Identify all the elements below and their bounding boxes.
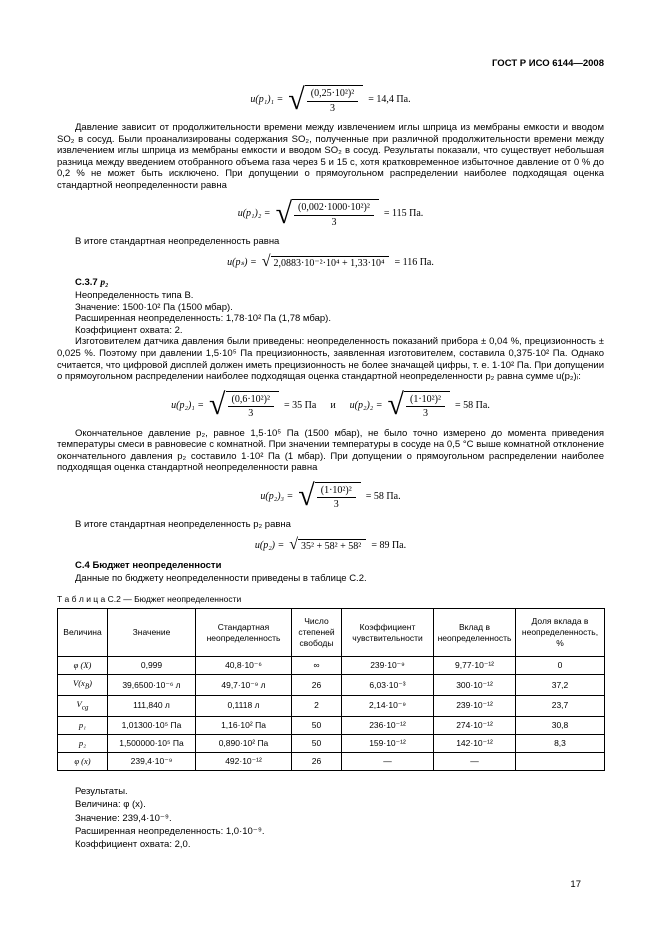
- fraction-numerator: (0,6·10²)²: [228, 394, 275, 408]
- fraction-denominator: 3: [330, 102, 336, 114]
- value-cell: 239·10⁻⁹: [342, 657, 434, 675]
- formula-u-p2-3: [57, 479, 604, 513]
- value-cell: 39,6500·10⁻⁶ л: [108, 675, 196, 696]
- results-value: Значение: 239,4·10⁻⁹.: [75, 812, 172, 824]
- radicand: 35² + 58² + 58²: [298, 539, 366, 552]
- uncertainty-type-line: Неопределенность типа В.: [75, 290, 194, 302]
- page-number: 17: [570, 879, 581, 890]
- section-heading-c37: [57, 277, 604, 288]
- value-cell: 142·10⁻¹²: [434, 734, 516, 752]
- radicand: 2,0883·10⁻²·10⁴ + 1,33·10⁴: [271, 256, 390, 269]
- formula-u-p2-1: [171, 388, 317, 422]
- value-cell: —: [342, 753, 434, 771]
- formula-lhs: u(p₂)₂ =: [349, 399, 383, 411]
- quantity-cell: $V_{cg}$: [58, 696, 108, 717]
- value-cell: ∞: [292, 657, 342, 675]
- formula-u-p2-total: [57, 535, 604, 553]
- section-variable: p₂: [100, 278, 109, 289]
- radical-icon: √: [289, 535, 299, 553]
- sqrt-radical: [209, 388, 279, 422]
- results-expanded-uncertainty: Расширенная неопределенность: 1,0·10⁻⁹.: [75, 825, 265, 837]
- value-cell: 0,890·10² Па: [196, 734, 292, 752]
- formula-result: = 89 Па.: [371, 539, 407, 551]
- radical-icon: √: [261, 253, 271, 271]
- value-cell: 50: [292, 716, 342, 734]
- value-cell: —: [434, 753, 516, 771]
- section-title: Бюджет неопределенности: [92, 559, 222, 571]
- fraction: [294, 202, 374, 228]
- formula-lhs: u(p₂)₃ =: [260, 490, 294, 502]
- formula-lhs: u(pₛ) =: [227, 257, 257, 269]
- fraction: [228, 394, 275, 420]
- value-cell: 40,8·10⁻⁶: [196, 657, 292, 675]
- formula-u-p1-2: [57, 196, 604, 230]
- table-row: [58, 734, 605, 752]
- value-line: Значение: 1500·10² Па (1500 мбар).: [75, 301, 233, 313]
- paragraph-final-pressure: Окончательное давление p₂, равное 1,5·10⁵ Па (1500 мбар), не было точно измерено до момента приведения температуры смеси в равновесие с комнатной. При значении температуры в сосуде на 0,5 °С выше комнатной отклонение окончательного давления p₂ составило 1·10² Па (1 мбар). При допущении о прямоугольном распределении наиболее подходящая оценка стандартной неопределенности равна: [57, 427, 604, 474]
- value-cell: 236·10⁻¹²: [342, 716, 434, 734]
- paragraph-pressure-dependence: Давление зависит от продолжительности времени между извлечением иглы шприца из мембраны емкости и вводом SO₂ в сосуд. Были проанализированы содержания SO₂, полученные при различной продолжительности времени между извлечением иглы шприца из мембраны емкости и вводом SO₂ в сосуд. Результаты показали, что существует небольшая разница между введением отобранного объема газа через 5 и 15 с, хотя кратковременное избыточное давление от 0 % до 0,2 % не может быть исключено. При допущении о прямоугольном распределении наиболее подходящая оценка стандартной неопределенности равна: [57, 122, 604, 191]
- section-number: С.4: [75, 559, 90, 571]
- quantity-cell: p₁: [58, 716, 108, 734]
- results-title: Результаты.: [75, 786, 128, 798]
- fraction-denominator: 3: [333, 499, 339, 511]
- column-header-share: Доля вклада в неопределенность, %: [516, 609, 605, 657]
- value-cell: 0,1118 л: [196, 696, 292, 717]
- table-row: [58, 716, 605, 734]
- results-coverage-factor: Коэффициент охвата: 2,0.: [75, 839, 191, 851]
- column-header-contribution: Вклад в неопределенность: [434, 609, 516, 657]
- value-cell: 1,01300·10⁵ Па: [108, 716, 196, 734]
- value-cell: 239,4·10⁻⁹: [108, 753, 196, 771]
- value-cell: 49,7·10⁻⁹ л: [196, 675, 292, 696]
- column-header-sensitivity: Коэффициент чувствительности: [342, 609, 434, 657]
- fraction-denominator: 3: [423, 408, 429, 420]
- paragraph-budget-intro: Данные по бюджету неопределенности приведены в таблице С.2.: [75, 572, 367, 584]
- uncertainty-budget-table: [57, 608, 605, 771]
- value-cell: 492·10⁻¹²: [196, 753, 292, 771]
- expanded-uncertainty-line: Расширенная неопределенность: 1,78·10² Па (1,78 мбар).: [75, 313, 331, 325]
- results-block: [57, 785, 604, 851]
- value-cell: [516, 753, 605, 771]
- section-number: С.3.7: [75, 277, 98, 289]
- value-cell: 0: [516, 657, 605, 675]
- value-cell: 0,999: [108, 657, 196, 675]
- fraction-numerator: (1·10²)²: [406, 394, 445, 408]
- value-cell: 274·10⁻¹²: [434, 716, 516, 734]
- table-header: [58, 609, 605, 657]
- value-cell: 8,3: [516, 734, 605, 752]
- value-cell: 1,16·10² Па: [196, 716, 292, 734]
- fraction: [406, 394, 445, 420]
- formula-result: = 58 Па.: [365, 490, 401, 502]
- value-cell: 9,77·10⁻¹²: [434, 657, 516, 675]
- value-cell: 50: [292, 734, 342, 752]
- value-cell: 2,14·10⁻⁹: [342, 696, 434, 717]
- value-cell: 37,2: [516, 675, 605, 696]
- formula-pair-u-p2: [57, 388, 604, 422]
- value-cell: 23,7: [516, 696, 605, 717]
- table-row: [58, 657, 605, 675]
- formula-lhs: u(p₂)₁ =: [171, 399, 205, 411]
- formula-u-p2-2: [349, 388, 490, 422]
- formula-result: = 115 Па.: [383, 208, 424, 220]
- section-heading-c4: [57, 560, 604, 571]
- sqrt-radical: [275, 196, 379, 230]
- column-header-quantity: Величина: [58, 609, 108, 657]
- formula-result: = 35 Па: [284, 399, 317, 411]
- value-cell: 2: [292, 696, 342, 717]
- column-header-dof: Число степеней свободы: [292, 609, 342, 657]
- table-caption: Т а б л и ц а С.2 — Бюджет неопределенности: [57, 594, 242, 605]
- formula-result: = 58 Па.: [455, 399, 490, 411]
- quantity-cell: $V(x_B)$: [58, 675, 108, 696]
- fraction-denominator: 3: [331, 216, 337, 228]
- radical-icon: √: [298, 479, 315, 513]
- sqrt-radical: [289, 535, 366, 553]
- fraction-numerator: (0,002·1000·10²)²: [294, 202, 374, 216]
- uncertainty-table-body: [58, 657, 605, 771]
- paragraph-manufacturer-data: Изготовителем датчика давления были приведены: неопределенность показаний прибора ± 0,04 %, прецизионность ± 0,025 %. Поэтому при давлении 1,5·10⁵ Па прецизионность, заявленная изготовителем, составила 0,375·10² Па. Однако считается, что цифровой дисплей должен иметь прецизионность не более значащей цифры, т. е. 1·10² Па. При допущении о прямоугольном распределении наиболее подходящая оценка стандартной неопределенности p₂ равна сумме u(p₂)ᵢ:: [57, 336, 604, 383]
- quantity-cell: φ (x): [58, 753, 108, 771]
- value-cell: 26: [292, 753, 342, 771]
- paragraph-total-p2-intro: В итоге стандартная неопределенность p₂ равна: [75, 518, 291, 530]
- value-cell: 26: [292, 675, 342, 696]
- doc-code: ГОСТ Р ИСО 6144—2008: [492, 58, 604, 69]
- sqrt-radical: [261, 253, 390, 271]
- quantity-cell: φ (X): [58, 657, 108, 675]
- table-row: [58, 696, 605, 717]
- formula-result: = 14,4 Па.: [368, 94, 411, 105]
- paragraph-total-uncertainty-intro: В итоге стандартная неопределенность равна: [75, 236, 280, 248]
- value-cell: 111,840 л: [108, 696, 196, 717]
- formula-u-p1-1: [57, 82, 604, 116]
- sqrt-radical: [298, 479, 360, 513]
- value-cell: 6,03·10⁻³: [342, 675, 434, 696]
- column-header-value: Значение: [108, 609, 196, 657]
- value-cell: 1,500000·10⁵ Па: [108, 734, 196, 752]
- value-cell: 159·10⁻¹²: [342, 734, 434, 752]
- column-header-std-uncertainty: Стандартная неопределенность: [196, 609, 292, 657]
- value-cell: 30,8: [516, 716, 605, 734]
- formula-result: = 116 Па.: [394, 257, 434, 269]
- radical-icon: √: [275, 196, 293, 230]
- formula-lhs: u(p₁)₂ =: [237, 208, 271, 220]
- radical-icon: √: [209, 388, 226, 422]
- sqrt-radical: [288, 82, 363, 116]
- radical-icon: √: [387, 388, 405, 422]
- quantity-cell: p₂: [58, 734, 108, 752]
- table-row: [58, 753, 605, 771]
- table-row: [58, 675, 605, 696]
- fraction-numerator: (0,25·10²)²: [307, 88, 359, 102]
- value-cell: 239·10⁻¹²: [434, 696, 516, 717]
- sqrt-radical: [387, 388, 450, 422]
- fraction: [307, 88, 359, 114]
- coverage-factor-line: Коэффициент охвата: 2.: [75, 324, 183, 336]
- value-cell: 300·10⁻¹²: [434, 675, 516, 696]
- formula-lhs: u(p₂) =: [254, 539, 285, 551]
- formula-lhs: u(p₁)₁ =: [250, 94, 284, 105]
- formula-separator: и: [330, 399, 336, 411]
- formula-u-ps: [57, 253, 604, 271]
- radical-icon: √: [288, 82, 305, 116]
- fraction-denominator: 3: [248, 408, 254, 420]
- results-quantity: Величина: φ (x).: [75, 799, 146, 811]
- fraction-numerator: (1·10²)²: [317, 485, 356, 499]
- fraction: [317, 485, 356, 511]
